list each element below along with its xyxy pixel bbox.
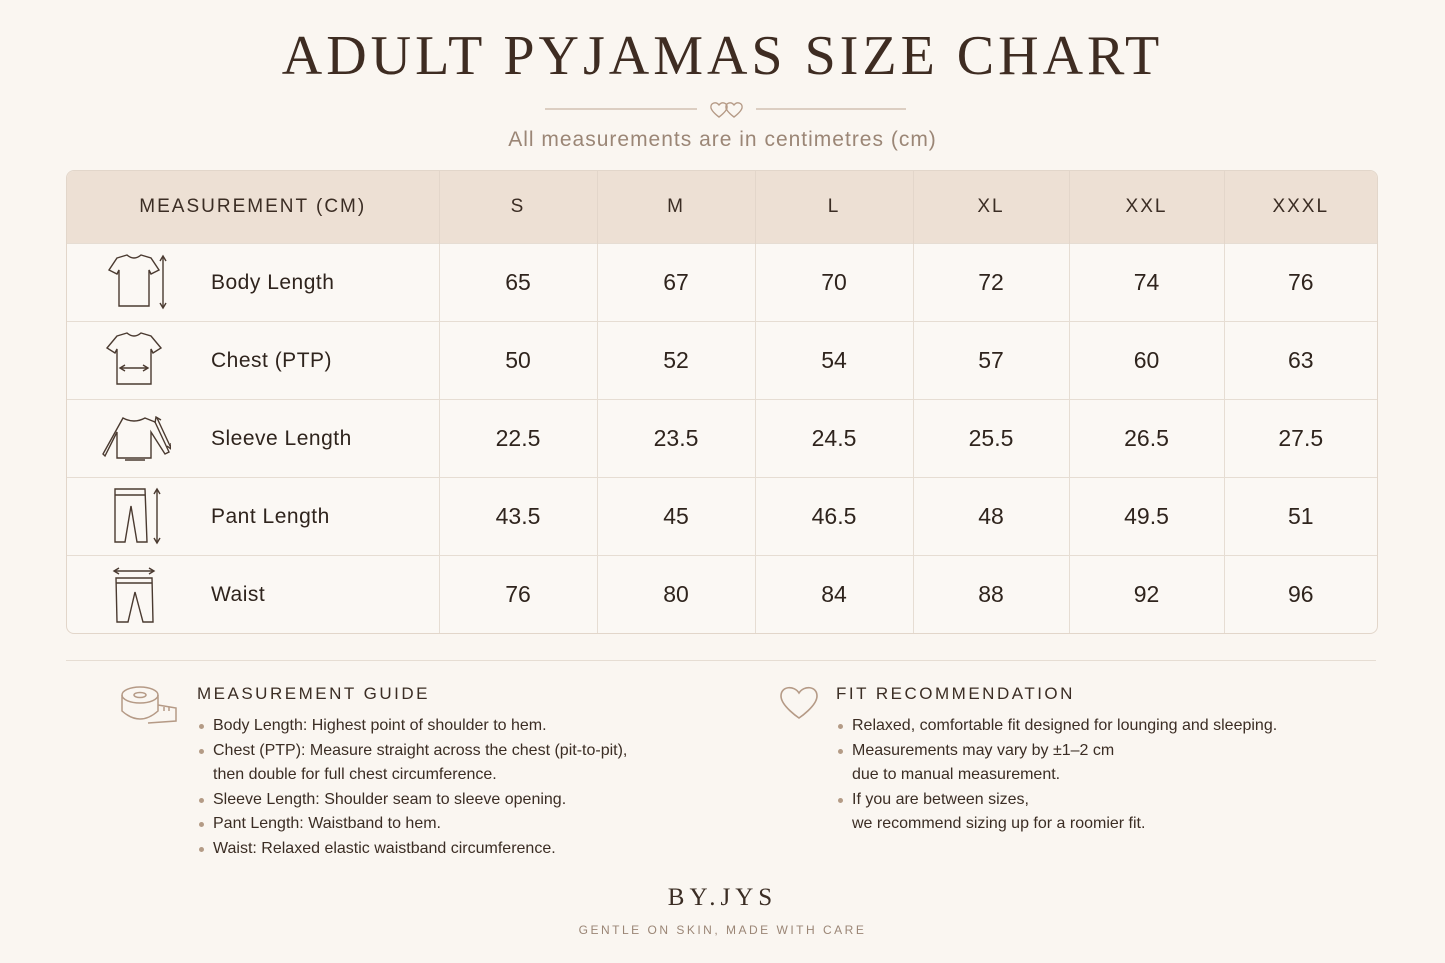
header-size-m: M — [597, 171, 755, 244]
header-size-s: S — [439, 171, 597, 244]
table-header-row — [67, 171, 1377, 244]
measurement-guide-heading: MEASUREMENT GUIDE — [197, 684, 430, 703]
table-row — [67, 244, 1377, 322]
cell-value: 70 — [755, 244, 913, 322]
header-size-xxxl: XXXL — [1224, 171, 1377, 244]
row-label: Waist — [211, 582, 266, 606]
cell-value: 84 — [755, 556, 913, 634]
fit-recommendation-heading: FIT RECOMMENDATION — [836, 684, 1075, 703]
guide-item: Pant Length: Waistband to hem. — [197, 812, 737, 837]
cell-value: 45 — [597, 478, 755, 556]
guide-item: Body Length: Highest point of shoulder to hem. — [197, 714, 737, 739]
measurement-guide — [197, 684, 737, 861]
header-size-xl: XL — [913, 171, 1069, 244]
fit-item: If you are between sizes, we recommend sizing up for a roomier fit. — [836, 788, 1356, 837]
cell-value: 23.5 — [597, 400, 755, 478]
row-label-cell — [67, 244, 439, 322]
cell-value: 22.5 — [439, 400, 597, 478]
header-measurement: MEASUREMENT (CM) — [67, 171, 439, 244]
heart-icon — [778, 684, 820, 722]
fit-item: Relaxed, comfortable fit designed for lounging and sleeping. — [836, 714, 1356, 739]
guide-item: Sleeve Length: Shoulder seam to sleeve opening. — [197, 788, 737, 813]
sleeve-length-icon — [101, 408, 171, 470]
cell-value: 26.5 — [1069, 400, 1224, 478]
page-title: ADULT PYJAMAS SIZE CHART — [281, 25, 1164, 87]
double-heart-icon — [711, 103, 742, 117]
cell-value: 92 — [1069, 556, 1224, 634]
section-divider — [66, 660, 1376, 661]
row-label-cell — [67, 478, 439, 556]
page-subtitle: All measurements are in centimetres (cm) — [508, 128, 937, 151]
title-divider — [0, 98, 1445, 122]
cell-value: 63 — [1224, 322, 1377, 400]
cell-value: 50 — [439, 322, 597, 400]
cell-value: 54 — [755, 322, 913, 400]
fit-recommendation — [836, 684, 1356, 837]
waist-icon — [101, 564, 171, 626]
cell-value: 27.5 — [1224, 400, 1377, 478]
measuring-tape-icon — [118, 683, 180, 729]
pant-length-icon — [101, 486, 171, 548]
cell-value: 65 — [439, 244, 597, 322]
cell-value: 24.5 — [755, 400, 913, 478]
brand-logo-text: BY.JYS — [667, 884, 778, 911]
brand-tagline: GENTLE ON SKIN, MADE WITH CARE — [578, 923, 867, 937]
cell-value: 48 — [913, 478, 1069, 556]
row-label-cell — [67, 556, 439, 634]
table-row — [67, 400, 1377, 478]
header-size-xxl: XXL — [1069, 171, 1224, 244]
cell-value: 52 — [597, 322, 755, 400]
guide-item: Chest (PTP): Measure straight across the chest (pit-to-pit), then double for full chest circumference. — [197, 739, 737, 788]
cell-value: 43.5 — [439, 478, 597, 556]
t-shirt-chest-icon — [101, 330, 171, 392]
cell-value: 25.5 — [913, 400, 1069, 478]
cell-value: 51 — [1224, 478, 1377, 556]
cell-value: 74 — [1069, 244, 1224, 322]
header-size-l: L — [755, 171, 913, 244]
cell-value: 76 — [1224, 244, 1377, 322]
cell-value: 49.5 — [1069, 478, 1224, 556]
cell-value: 96 — [1224, 556, 1377, 634]
fit-item: Measurements may vary by ±1–2 cm due to manual measurement. — [836, 739, 1356, 788]
cell-value: 60 — [1069, 322, 1224, 400]
row-label: Chest (PTP) — [211, 348, 333, 372]
cell-value: 76 — [439, 556, 597, 634]
row-label: Pant Length — [211, 504, 330, 528]
cell-value: 72 — [913, 244, 1069, 322]
cell-value: 46.5 — [755, 478, 913, 556]
cell-value: 88 — [913, 556, 1069, 634]
t-shirt-length-icon — [101, 252, 171, 314]
cell-value: 57 — [913, 322, 1069, 400]
row-label-cell — [67, 400, 439, 478]
cell-value: 80 — [597, 556, 755, 634]
table-row — [67, 478, 1377, 556]
row-label-cell — [67, 322, 439, 400]
table-row — [67, 322, 1377, 400]
row-label: Body Length — [211, 270, 335, 294]
row-label: Sleeve Length — [211, 426, 352, 450]
cell-value: 67 — [597, 244, 755, 322]
size-table — [66, 170, 1378, 634]
guide-item: Waist: Relaxed elastic waistband circumference. — [197, 837, 737, 862]
table-row — [67, 556, 1377, 634]
